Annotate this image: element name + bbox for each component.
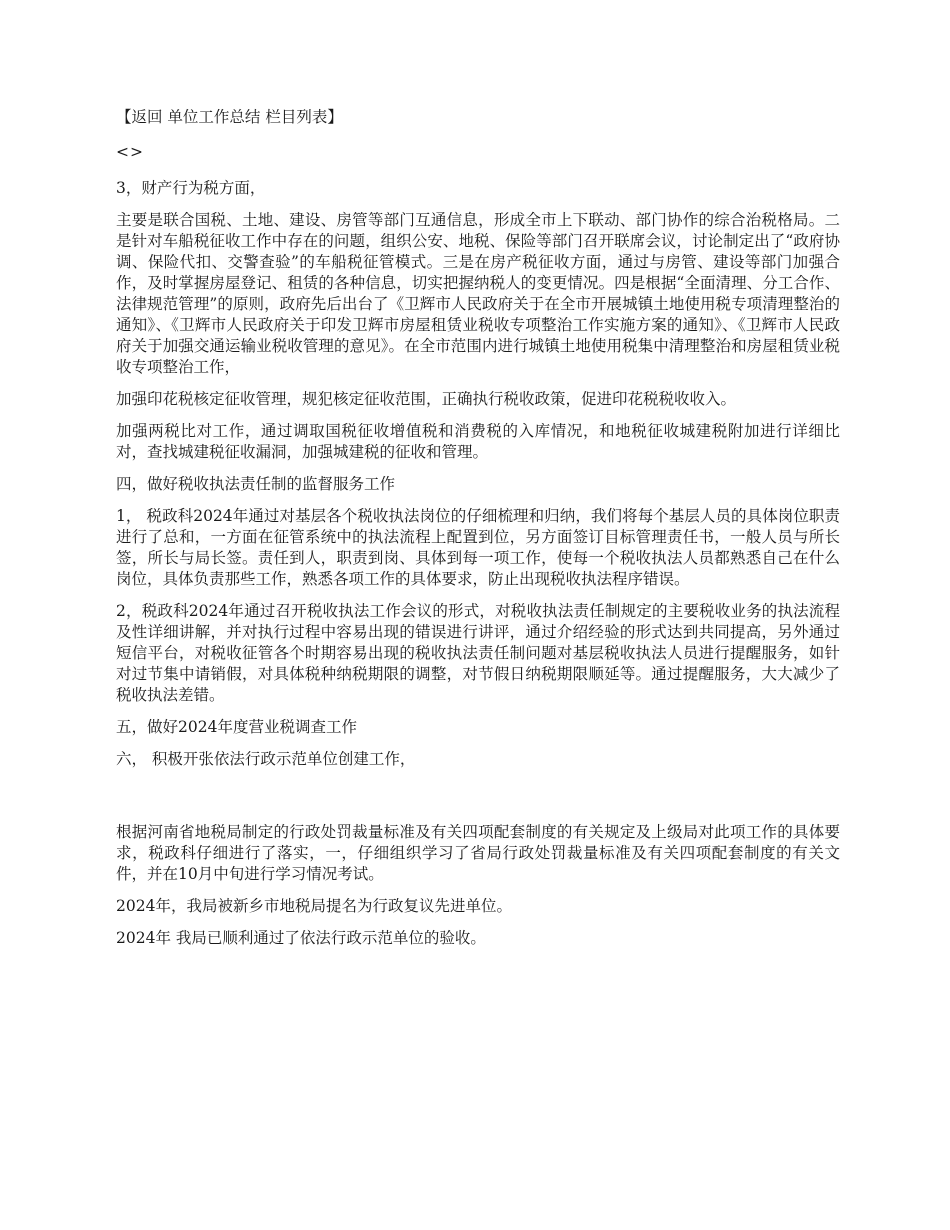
paragraph-acceptance: 2024年 我局已顺利通过了依法行政示范单位的验收。 (116, 929, 486, 947)
paragraph-penalty-standards: 根据河南省地税局制定的行政处罚裁量标准及有关四项配套制度的有关规定及上级局对此项工作的具体要求，税政科仔细进行了落实，一，仔细组织学习了省局行政处罚裁量标准及有关四项配套制度的有关文件，并在10月中旬进行学习情况考试。 (116, 823, 840, 883)
document-page (116, 107, 840, 960)
paragraph-property-tax-details: 主要是联合国税、土地、建设、房管等部门互通信息，形成全市上下联动、部门协作的综合治税格局。二是针对车船税征收工作中存在的问题，组织公安、地税、保险等部门召开联席会议，讨论制定出了“政府协调、保险代扣、交警查验”的车船税征管模式。三是在房产税征收方面，通过与房管、建设等部门加强合作，及时掌握房屋登记、租赁的各种信息，切实把握纳税人的变更情况。四是根据“全面清理、分工合作、法律规范管理”的原则，政府先后出台了《卫辉市人民政府关于在全市开展城镇土地使用税专项清理整治的通知》、《卫辉市人民政府关于印发卫辉市房屋租赁业税收专项整治工作实施方案的通知》、《卫辉市人民政府关于加强交通运输业税收管理的意见》。在全市范围内进行城镇土地使用税集中清理整治和房屋租赁业税收专项整治工作， (116, 211, 840, 376)
pager-arrows[interactable]: <> (116, 143, 144, 161)
paragraph-item-1: 1， 税政科2024年通过对基层各个税收执法岗位的仔细梳理和归纳，我们将每个基层人员的具体岗位职责进行了总和，一方面在征管系统中的执法流程上配置到位，另方面签订目标管理责任书，一般人员与所长签，所长与局长签。责任到人，职责到岗、具体到每一项工作，使每一个税收执法人员都熟悉自己在什么岗位，具体负责那些工作，熟悉各项工作的具体要求，防止出现税收执法程序错误。 (116, 507, 840, 588)
paragraph-tax-comparison: 加强两税比对工作，通过调取国税征收增值税和消费税的入库情况，和地税征收城建税附加进行详细比对，查找城建税征收漏洞，加强城建税的征收和管理。 (116, 422, 840, 461)
section-heading-four: 四，做好税收执法责任制的监督服务工作 (116, 475, 396, 493)
back-to-list-link[interactable]: 【返回 单位工作总结 栏目列表】 (116, 108, 343, 126)
paragraph-advanced-unit: 2024年，我局被新乡市地税局提名为行政复议先进单位。 (116, 897, 512, 915)
section-heading-property-tax: 3，财产行为税方面， (116, 179, 266, 197)
section-heading-six: 六， 积极开张依法行政示范单位创建工作， (116, 750, 416, 768)
paragraph-stamp-tax: 加强印花税核定征收管理，规犯核定征收范围，正确执行税收政策，促进印花税税收收入。 (116, 390, 737, 408)
section-heading-five: 五，做好2024年度营业税调查工作 (116, 718, 357, 736)
paragraph-item-2: 2，税政科2024年通过召开税收执法工作会议的形式，对税收执法责任制规定的主要税收业务的执法流程及性详细讲解，并对执行过程中容易出现的错误进行讲评，通过介绍经验的形式达到共同提高，另外通过短信平台，对税收征管各个时期容易出现的税收执法责任制问题对基层税收执法人员进行提醒服务，如针对过节集中请销假，对具体税种纳税期限的调整，对节假日纳税期限顺延等。通过提醒服务，大大减少了税收执法差错。 (116, 602, 840, 704)
